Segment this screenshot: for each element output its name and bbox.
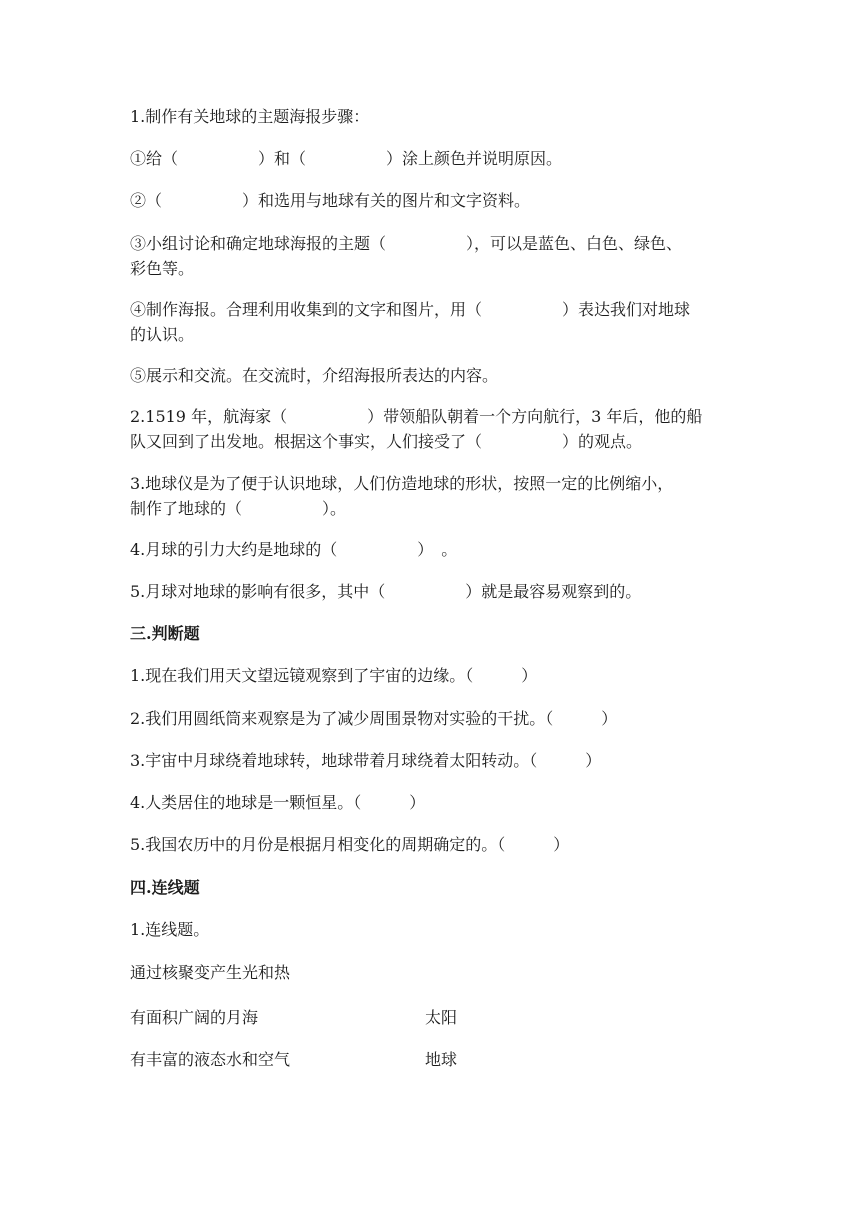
fill-question-3-line-1: 3.地球仪是为了便于认识地球，人们仿造地球的形状，按照一定的比例缩小， bbox=[130, 474, 674, 493]
fill-question-1-step-4-line-2: 的认识。 bbox=[130, 325, 195, 344]
fill-question-3-line-2: 制作了地球的（ ）。 bbox=[130, 499, 347, 518]
section-heading-judgement: 三.判断题 bbox=[130, 624, 200, 643]
fill-question-5: 5.月球对地球的影响有很多，其中（ ）就是最容易观察到的。 bbox=[130, 582, 642, 601]
judgement-question-1: 1.现在我们用天文望远镜观察到了宇宙的边缘。（ ） bbox=[130, 666, 538, 685]
matching-left-item: 通过核聚变产生光和热 bbox=[130, 963, 291, 982]
fill-question-1: 1.制作有关地球的主题海报步骤： bbox=[130, 107, 370, 126]
section-heading-matching: 四.连线题 bbox=[130, 878, 200, 897]
fill-question-1-step-2: ②（ ）和选用与地球有关的图片和文字资料。 bbox=[130, 191, 531, 210]
fill-question-1-step-4-line-1: ④制作海报。合理利用收集到的文字和图片，用（ ）表达我们对地球 bbox=[130, 300, 691, 319]
judgement-question-5: 5.我国农历中的月份是根据月相变化的周期确定的。（ ） bbox=[130, 835, 570, 854]
matching-question-1: 1.连线题。 bbox=[130, 920, 210, 939]
fill-question-1-step-3-line-1: ③小组讨论和确定地球海报的主题（ ），可以是蓝色、白色、绿色、 bbox=[130, 234, 683, 253]
fill-question-1-step-1: ①给（ ）和（ ）涂上颜色并说明原因。 bbox=[130, 149, 563, 168]
matching-right-item: 太阳 bbox=[425, 1008, 458, 1027]
matching-left-item: 有丰富的液态水和空气 bbox=[130, 1050, 291, 1069]
judgement-question-3: 3.宇宙中月球绕着地球转，地球带着月球绕着太阳转动。（ ） bbox=[130, 751, 602, 770]
matching-left-item: 有面积广阔的月海 bbox=[130, 1008, 259, 1027]
fill-question-2-line-1: 2.1519 年，航海家（ ）带领船队朝着一个方向航行，3 年后，他的船 bbox=[130, 407, 703, 426]
fill-question-1-step-5: ⑤展示和交流。在交流时，介绍海报所表达的内容。 bbox=[130, 366, 499, 385]
matching-right-item: 地球 bbox=[425, 1050, 458, 1069]
fill-question-1-step-3-line-2: 彩色等。 bbox=[130, 259, 195, 278]
judgement-question-4: 4.人类居住的地球是一颗恒星。（ ） bbox=[130, 793, 426, 812]
fill-question-4: 4.月球的引力大约是地球的（ ） 。 bbox=[130, 540, 458, 559]
judgement-question-2: 2.我们用圆纸筒来观察是为了减少周围景物对实验的干扰。（ ） bbox=[130, 709, 618, 728]
fill-question-2-line-2: 队又回到了出发地。根据这个事实，人们接受了（ ）的观点。 bbox=[130, 432, 643, 451]
